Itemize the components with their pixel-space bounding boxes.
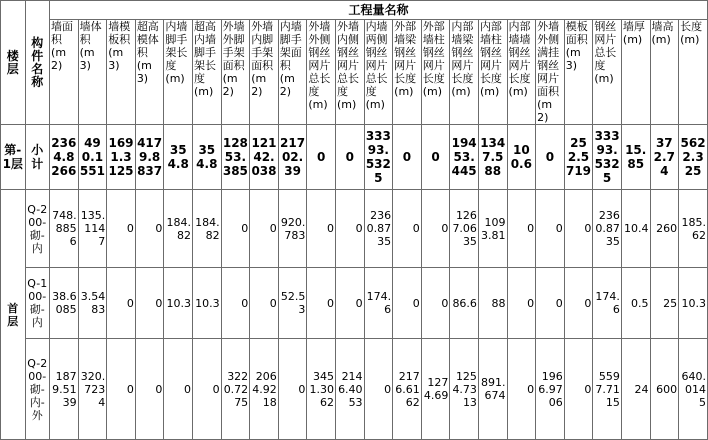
table-cell: 0 (307, 190, 336, 268)
table-cell: 354.8 (193, 125, 222, 190)
table-cell: 260 (650, 190, 679, 268)
table-cell: 0 (193, 339, 222, 440)
table-cell: 0 (164, 339, 193, 440)
table-cell: 52.53 (278, 268, 307, 339)
column-header: 超高模体积(m3) (135, 20, 164, 125)
component-column-header: 构件名称 (25, 1, 50, 125)
table-cell: 0 (335, 125, 364, 190)
table-cell: 0 (107, 268, 136, 339)
column-header: 外部墙梁钢丝网片长度(m) (393, 20, 422, 125)
table-cell: 2064.9218 (250, 339, 279, 440)
table-cell: 490.1551 (78, 125, 107, 190)
table-cell: 3.5483 (78, 268, 107, 339)
floor-cell: 第-1层 (1, 125, 26, 190)
table-cell: 0 (307, 268, 336, 339)
floor-cell: 首层 (1, 190, 26, 440)
table-cell: 0 (364, 339, 393, 440)
table-cell: 372.74 (650, 125, 679, 190)
table-cell: 600 (650, 339, 679, 440)
column-header: 内墙两侧钢丝网片总长度(m) (364, 20, 393, 125)
table-cell: 88 (478, 268, 507, 339)
table-cell: 0 (507, 268, 536, 339)
column-header: 超高内墙脚手架长度(m) (193, 20, 222, 125)
table-cell: 0 (335, 268, 364, 339)
table-cell: 4179.8837 (135, 125, 164, 190)
table-cell: 748.8856 (50, 190, 79, 268)
table-cell: 184.82 (164, 190, 193, 268)
table-cell: 3451.3062 (307, 339, 336, 440)
table-cell: 1691.3125 (107, 125, 136, 190)
subtotal-row (1, 125, 708, 190)
column-header: 外部墙柱钢丝网片长度(m) (421, 20, 450, 125)
table-cell: 185.62 (679, 190, 708, 268)
table-cell: 0 (250, 268, 279, 339)
table-cell: 354.8 (164, 125, 193, 190)
table-cell: 0 (536, 125, 565, 190)
column-header: 内部墙柱钢丝网片长度(m) (478, 20, 507, 125)
table-cell: 0 (564, 268, 593, 339)
table-cell: 33393.5325 (593, 125, 622, 190)
table-cell: 33393.5325 (364, 125, 393, 190)
table-cell: 12853.385 (221, 125, 250, 190)
table-cell: 0 (135, 268, 164, 339)
column-header: 内墙脚手架长度(m) (164, 20, 193, 125)
component-name: Q-200-砌-内-外 (25, 339, 50, 440)
column-header: 外墙外侧钢丝网片总长度(m) (307, 20, 336, 125)
table-cell: 0 (221, 190, 250, 268)
table-row (1, 190, 708, 268)
table-cell: 0 (307, 125, 336, 190)
table-cell: 10.3 (679, 268, 708, 339)
table-cell: 1267.0635 (450, 190, 479, 268)
table-cell: 0 (135, 190, 164, 268)
table-cell: 25 (650, 268, 679, 339)
column-header: 墙模板积(m3) (107, 20, 136, 125)
table-cell: 920.783 (278, 190, 307, 268)
table-cell: 1274.69 (421, 339, 450, 440)
table-cell: 0 (393, 190, 422, 268)
table-cell: 0 (421, 268, 450, 339)
table-cell: 1966.9706 (536, 339, 565, 440)
table-row (1, 268, 708, 339)
table-row (1, 339, 708, 440)
table-cell: 2176.6162 (393, 339, 422, 440)
table-cell: 0 (107, 190, 136, 268)
table-cell: 0 (507, 190, 536, 268)
column-header: 墙高(m) (650, 20, 679, 125)
table-cell: 0 (278, 339, 307, 440)
column-header: 模板面积(m3) (564, 20, 593, 125)
table-cell: 0.5 (621, 268, 650, 339)
subtotal-label: 小计 (25, 125, 50, 190)
table-cell: 0 (536, 268, 565, 339)
header-row-top (1, 1, 708, 20)
table-cell: 174.6 (593, 268, 622, 339)
table-cell: 2146.4053 (335, 339, 364, 440)
table-cell: 100.6 (507, 125, 536, 190)
table-cell: 0 (393, 125, 422, 190)
column-header: 外墙内侧钢丝网片总长度(m) (335, 20, 364, 125)
table-cell: 1093.81 (478, 190, 507, 268)
table-cell: 24 (621, 339, 650, 440)
table-cell: 0 (421, 125, 450, 190)
table-cell: 0 (536, 190, 565, 268)
quantity-group-header: 工程量名称 (50, 1, 708, 20)
table-cell: 252.5719 (564, 125, 593, 190)
table-cell: 15.85 (621, 125, 650, 190)
column-header: 内墙脚手架面积(m2) (278, 20, 307, 125)
table-cell: 38.6085 (50, 268, 79, 339)
table-cell: 0 (564, 190, 593, 268)
table-cell: 5597.7115 (593, 339, 622, 440)
table-cell: 0 (393, 268, 422, 339)
table-cell: 10.4 (621, 190, 650, 268)
header-row-columns (1, 20, 708, 125)
column-header: 墙厚(m) (621, 20, 650, 125)
table-cell: 1879.5139 (50, 339, 79, 440)
table-cell: 2360.8735 (364, 190, 393, 268)
table-cell: 1347.588 (478, 125, 507, 190)
table-cell: 320.7234 (78, 339, 107, 440)
table-cell: 0 (250, 190, 279, 268)
table-cell: 135.1147 (78, 190, 107, 268)
table-cell: 174.6 (364, 268, 393, 339)
column-header: 外墙外侧满挂钢丝网片面积(m2) (536, 20, 565, 125)
table-cell: 891.674 (478, 339, 507, 440)
table-cell: 0 (335, 190, 364, 268)
table-cell: 184.82 (193, 190, 222, 268)
column-header: 外墙内脚手架面积(m2) (250, 20, 279, 125)
table-cell: 0 (507, 339, 536, 440)
table-cell: 19453.445 (450, 125, 479, 190)
column-header: 内部墙梁钢丝网片长度(m) (450, 20, 479, 125)
column-header: 墙面积(m2) (50, 20, 79, 125)
column-header: 外墙外脚手架面积(m2) (221, 20, 250, 125)
table-cell: 10.3 (164, 268, 193, 339)
table-cell: 0 (564, 339, 593, 440)
component-name: Q-100-砌-内 (25, 268, 50, 339)
table-cell: 0 (107, 339, 136, 440)
table-cell: 1254.7313 (450, 339, 479, 440)
column-header: 内部墙墙钢丝网片长度(m) (507, 20, 536, 125)
table-cell: 12142.038 (250, 125, 279, 190)
table-cell: 640.0145 (679, 339, 708, 440)
table-cell: 2364.8266 (50, 125, 79, 190)
table-cell: 86.6 (450, 268, 479, 339)
column-header: 长度(m) (679, 20, 708, 125)
table-cell: 0 (221, 268, 250, 339)
component-name: Q-200-砌-内 (25, 190, 50, 268)
floor-column-header: 楼层 (1, 1, 26, 125)
table-cell: 10.3 (193, 268, 222, 339)
table-cell: 5622.325 (679, 125, 708, 190)
table-cell: 0 (135, 339, 164, 440)
column-header: 墙体积(m3) (78, 20, 107, 125)
column-header: 钢丝网片总长度(m) (593, 20, 622, 125)
table-cell: 3220.7275 (221, 339, 250, 440)
table-cell: 2360.8735 (593, 190, 622, 268)
table-cell: 0 (421, 190, 450, 268)
table-cell: 21702.39 (278, 125, 307, 190)
